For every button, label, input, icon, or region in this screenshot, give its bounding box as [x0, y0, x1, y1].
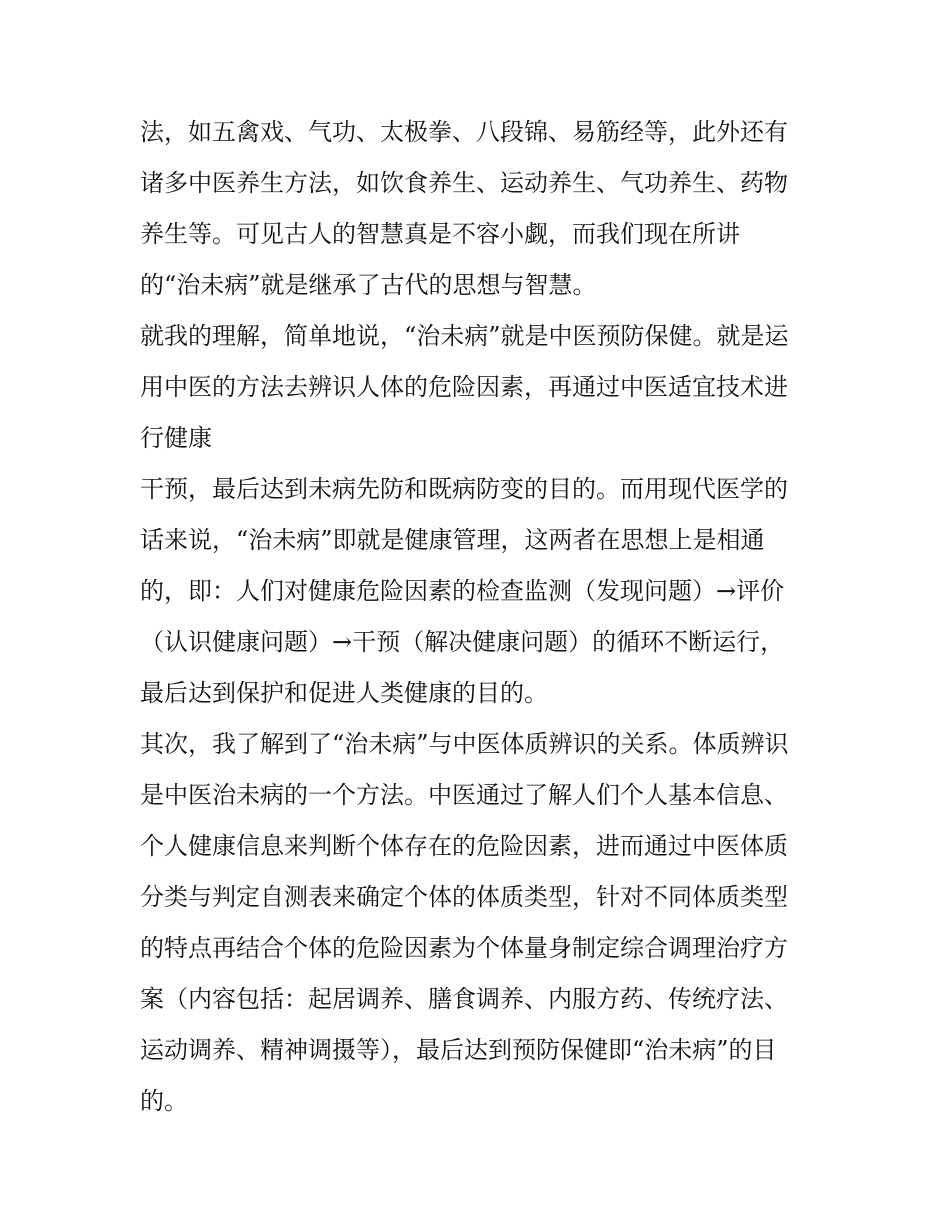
text-line: 其次，我了解到了“治未病”与中医体质辨识的关系。体质辨识 [140, 730, 789, 758]
body-text [140, 107, 830, 1127]
text-line: 干预，最后达到未病先防和既病防变的目的。而用现代医学的 [140, 475, 788, 503]
text-line: 的。 [140, 1087, 188, 1115]
text-line: 行健康 [140, 424, 212, 452]
text-line: 的特点再结合个体的危险因素为个体量身制定综合调理治疗方 [140, 934, 788, 962]
text-line: 诸多中医养生方法，如饮食养生、运动养生、气功养生、药物 [140, 169, 788, 197]
text-line: 案（内容包括：起居调养、膳食调养、内服方药、传统疗法、 [140, 985, 788, 1013]
text-line: 分类与判定自测表来确定个体的体质类型，针对不同体质类型 [140, 883, 788, 911]
text-line: 法，如五禽戏、气功、太极拳、八段锦、易筋经等，此外还有 [140, 118, 788, 146]
text-line: 个人健康信息来判断个体存在的危险因素，进而通过中医体质 [140, 832, 788, 860]
text-line: 是中医治未病的一个方法。中医通过了解人们个人基本信息、 [140, 781, 788, 809]
text-line: 话来说，“治未病”即就是健康管理，这两者在思想上是相通 [140, 526, 765, 554]
text-line: （认识健康问题）→干预（解决健康问题）的循环不断运行， [140, 628, 785, 656]
text-line: 最后达到保护和促进人类健康的目的。 [140, 679, 548, 707]
text-line: 的，即：人们对健康危险因素的检查监测（发现问题）→评价 [140, 577, 785, 605]
text-line: 养生等。可见古人的智慧真是不容小觑，而我们现在所讲 [140, 220, 740, 248]
text-line: 用中医的方法去辨识人体的危险因素，再通过中医适宜技术进 [140, 373, 788, 401]
text-line: 运动调养、精神调摄等），最后达到预防保健即“治未病”的目 [140, 1036, 777, 1064]
text-line: 就我的理解，简单地说，“治未病”就是中医预防保健。就是运 [140, 322, 789, 350]
text-line: 的“治未病”就是继承了古代的思想与智慧。 [140, 271, 597, 299]
